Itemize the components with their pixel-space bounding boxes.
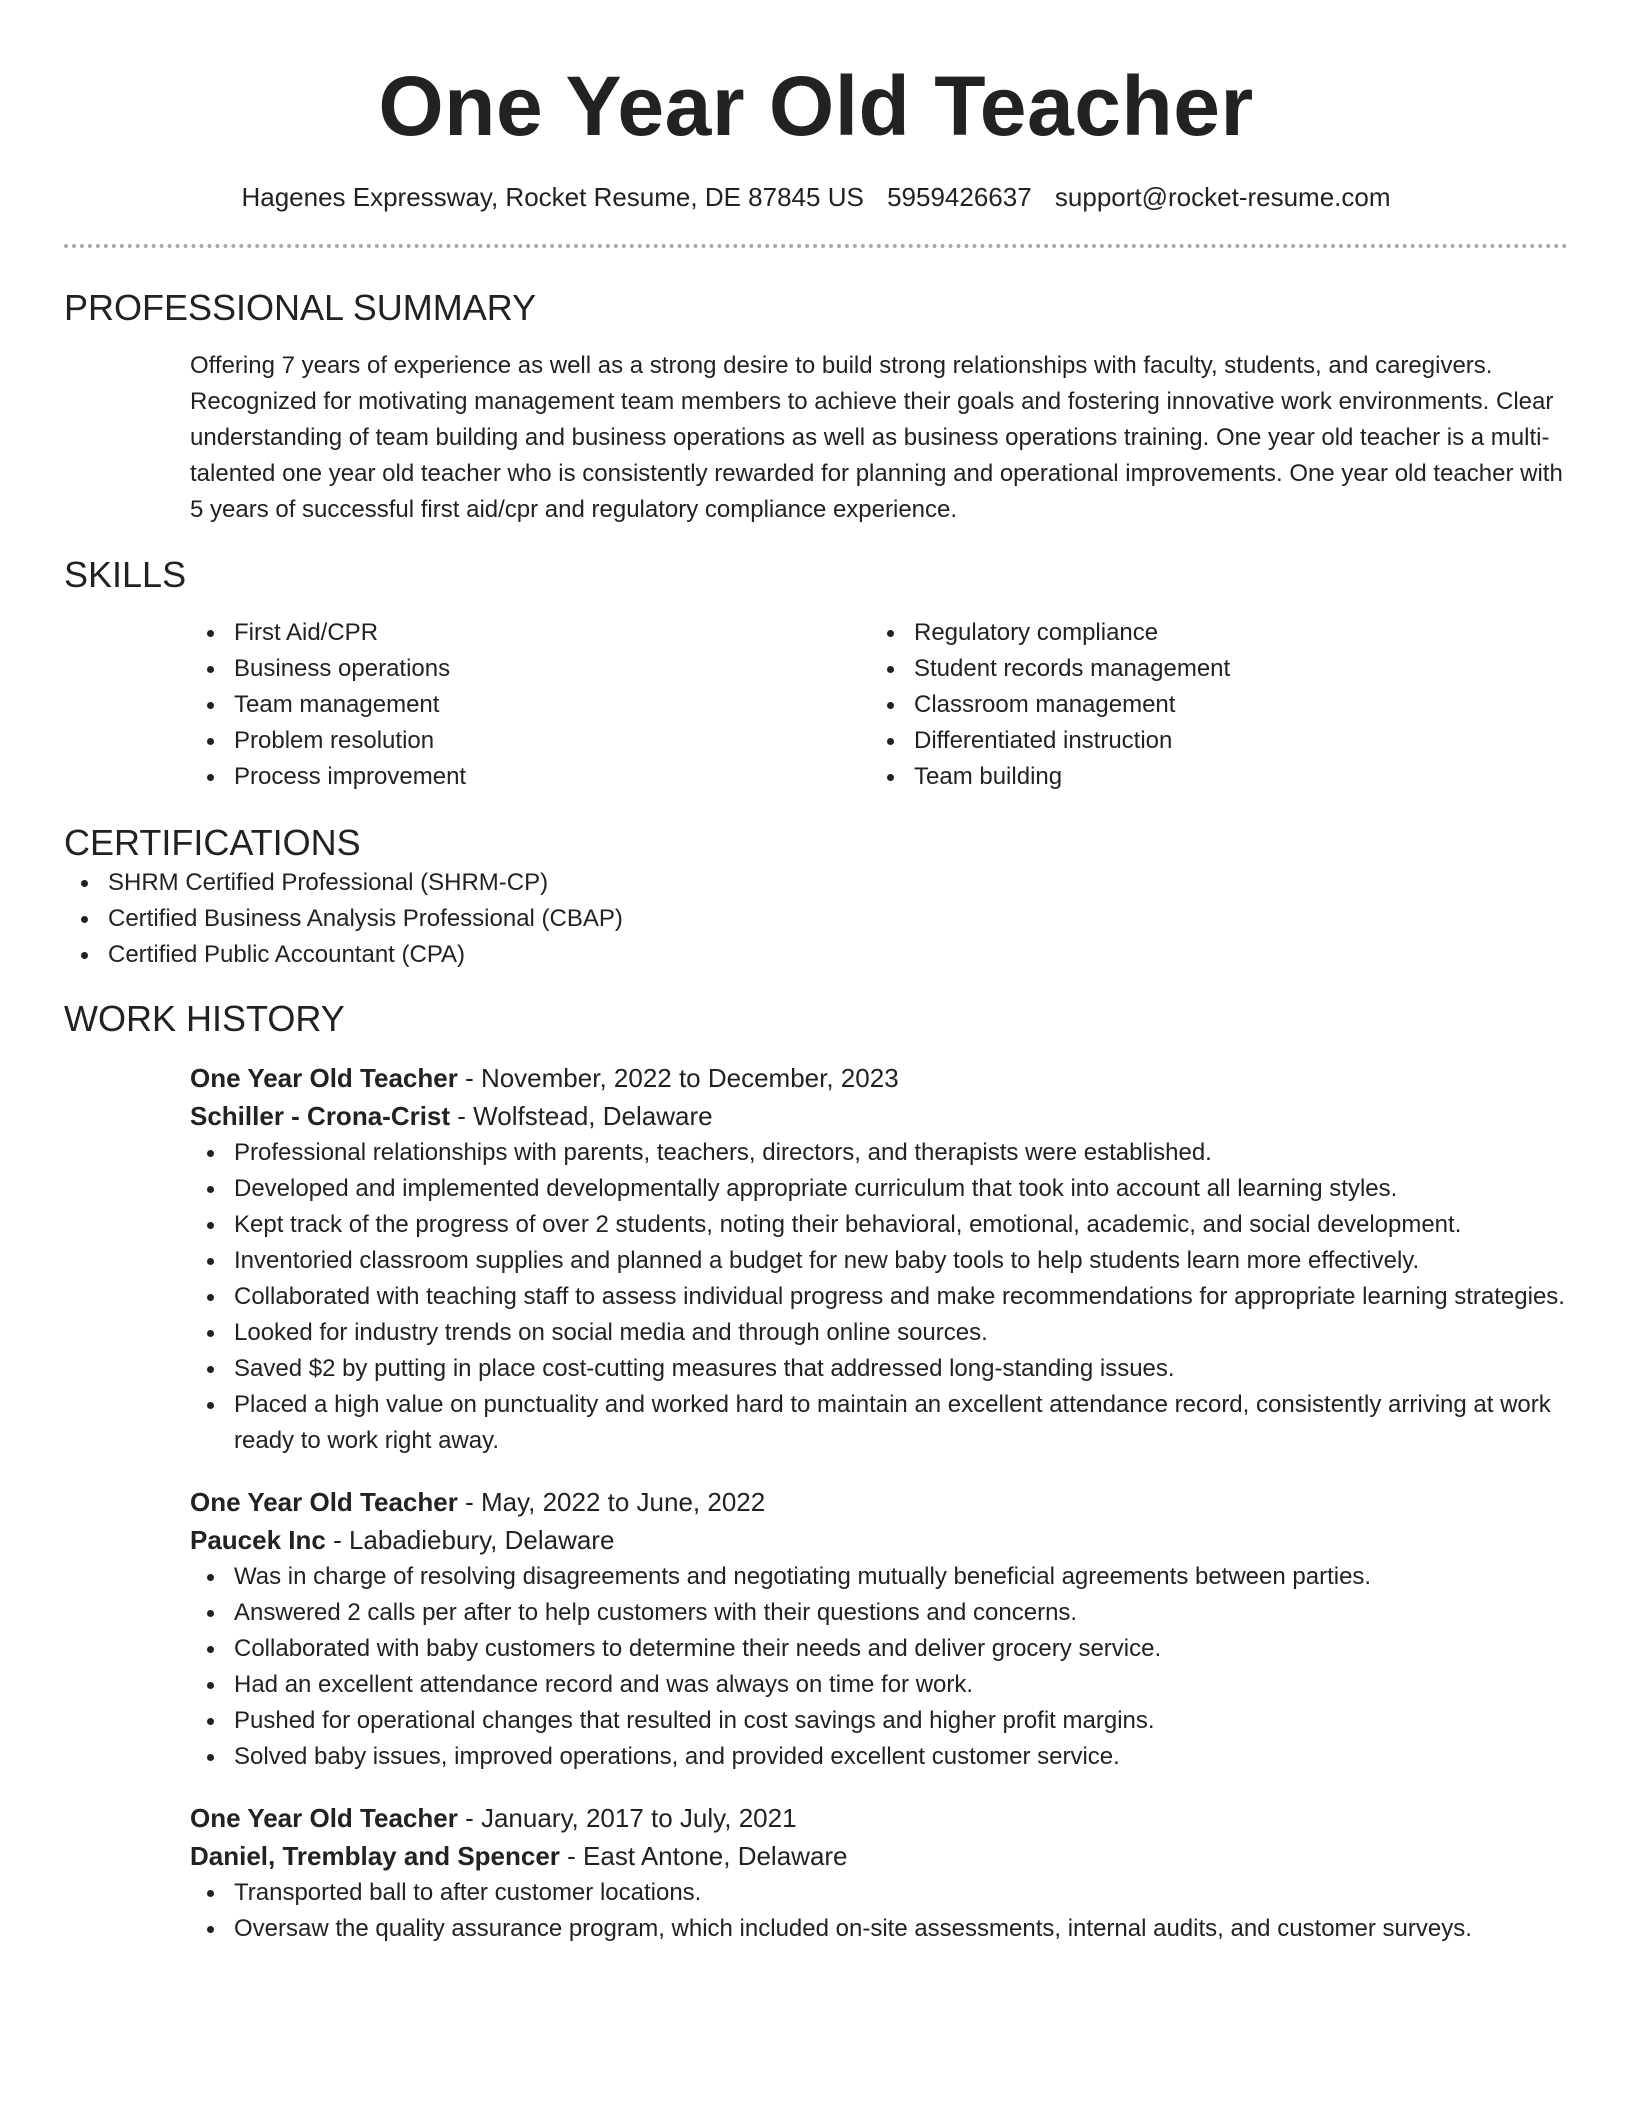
certification-item: SHRM Certified Professional (SHRM-CP) [64, 865, 1568, 901]
skills-heading: SKILLS [64, 554, 187, 595]
job-dates: - May, 2022 to June, 2022 [457, 1487, 766, 1517]
skill-item: Differentiated instruction [870, 723, 1550, 759]
job-bullet: Pushed for operational changes that resulted in cost savings and higher profit margins. [190, 1703, 1568, 1739]
summary-text: Offering 7 years of experience as well as a strong desire to build strong relationships with faculty, students, and caregivers. Recognized for motivating management team members to achieve their goals and fostering innovative work environments. Clear understanding of team building and business operations as well as business operations training. One year old teacher is a multi-talented one year old teacher who is consistently rewarded for planning and operational improvements. One year old teacher with 5 years of successful first aid/cpr and regulatory compliance experience. [190, 352, 1563, 523]
job-entry [190, 1483, 1568, 1775]
job-bullet: Collaborated with baby customers to determine their needs and deliver grocery service. [190, 1631, 1568, 1667]
job-entry [190, 1799, 1568, 1947]
job-dates: - January, 2017 to July, 2021 [457, 1803, 797, 1833]
skill-item: Regulatory compliance [870, 615, 1550, 651]
job-company: Daniel, Tremblay and Spencer [190, 1841, 560, 1871]
job-company-line [190, 1837, 1568, 1875]
job-title-line [190, 1059, 1568, 1097]
skill-item: Classroom management [870, 687, 1550, 723]
skills-section [64, 553, 1568, 795]
work-history-section [64, 997, 1568, 1947]
job-role: One Year Old Teacher [190, 1803, 458, 1833]
work-history-heading: WORK HISTORY [64, 998, 345, 1039]
contact-phone: 5959426637 [887, 182, 1032, 212]
skill-item: First Aid/CPR [190, 615, 870, 651]
resume-name: One Year Old Teacher [378, 59, 1254, 153]
job-location: - Wolfstead, Delaware [450, 1101, 713, 1131]
job-bullet: Developed and implemented developmentally appropriate curriculum that took into account all learning styles. [190, 1171, 1568, 1207]
job-bullets [190, 1875, 1568, 1947]
job-role: One Year Old Teacher [190, 1063, 458, 1093]
job-bullet: Solved baby issues, improved operations, and provided excellent customer service. [190, 1739, 1568, 1775]
certification-item: Certified Business Analysis Professional (CBAP) [64, 901, 1568, 937]
skill-item: Team management [190, 687, 870, 723]
job-company: Paucek Inc [190, 1525, 326, 1555]
contact-email: support@rocket-resume.com [1054, 182, 1391, 212]
job-location: - Labadiebury, Delaware [325, 1525, 615, 1555]
summary-section [64, 286, 1568, 528]
contact-line [64, 180, 1568, 214]
certifications-section [64, 821, 1568, 973]
resume-page [64, 0, 1568, 1947]
job-bullet: Transported ball to after customer locations. [190, 1875, 1568, 1911]
job-bullet: Professional relationships with parents, teachers, directors, and therapists were established. [190, 1135, 1568, 1171]
job-title-line [190, 1483, 1568, 1521]
skill-item: Process improvement [190, 759, 870, 795]
skill-item: Team building [870, 759, 1550, 795]
certifications-heading: CERTIFICATIONS [64, 822, 361, 863]
skill-item: Business operations [190, 651, 870, 687]
skills-list-left [190, 615, 870, 795]
job-location: - East Antone, Delaware [559, 1841, 848, 1871]
job-bullet: Oversaw the quality assurance program, which included on-site assessments, internal audits, and customer surveys. [190, 1911, 1568, 1947]
job-title-line [190, 1799, 1568, 1837]
job-bullet: Looked for industry trends on social media and through online sources. [190, 1315, 1568, 1351]
summary-heading: PROFESSIONAL SUMMARY [64, 287, 537, 328]
job-role: One Year Old Teacher [190, 1487, 458, 1517]
job-bullet: Answered 2 calls per after to help customers with their questions and concerns. [190, 1595, 1568, 1631]
job-bullet: Collaborated with teaching staff to assess individual progress and make recommendations for appropriate learning strategies. [190, 1279, 1568, 1315]
skills-grid [190, 615, 1568, 795]
job-dates: - November, 2022 to December, 2023 [457, 1063, 899, 1093]
contact-address: Hagenes Expressway, Rocket Resume, DE 87845 US [241, 182, 864, 212]
job-bullet: Inventoried classroom supplies and planned a budget for new baby tools to help students learn more effectively. [190, 1243, 1568, 1279]
skill-item: Problem resolution [190, 723, 870, 759]
job-bullet: Was in charge of resolving disagreements and negotiating mutually beneficial agreements between parties. [190, 1559, 1568, 1595]
job-company-line [190, 1521, 1568, 1559]
skills-list-right [870, 615, 1550, 795]
job-bullets [190, 1135, 1568, 1459]
skill-item: Student records management [870, 651, 1550, 687]
header-divider [64, 244, 1568, 248]
job-bullet: Kept track of the progress of over 2 students, noting their behavioral, emotional, academic, and social development. [190, 1207, 1568, 1243]
job-bullet: Saved $2 by putting in place cost-cutting measures that addressed long-standing issues. [190, 1351, 1568, 1387]
job-company-line [190, 1097, 1568, 1135]
job-company: Schiller - Crona-Crist [190, 1101, 451, 1131]
job-entry [190, 1059, 1568, 1459]
certifications-list [64, 865, 1568, 973]
job-bullet: Placed a high value on punctuality and worked hard to maintain an excellent attendance record, consistently arriving at work ready to work right away. [190, 1387, 1568, 1459]
job-bullet: Had an excellent attendance record and was always on time for work. [190, 1667, 1568, 1703]
job-bullets [190, 1559, 1568, 1775]
certification-item: Certified Public Accountant (CPA) [64, 937, 1568, 973]
